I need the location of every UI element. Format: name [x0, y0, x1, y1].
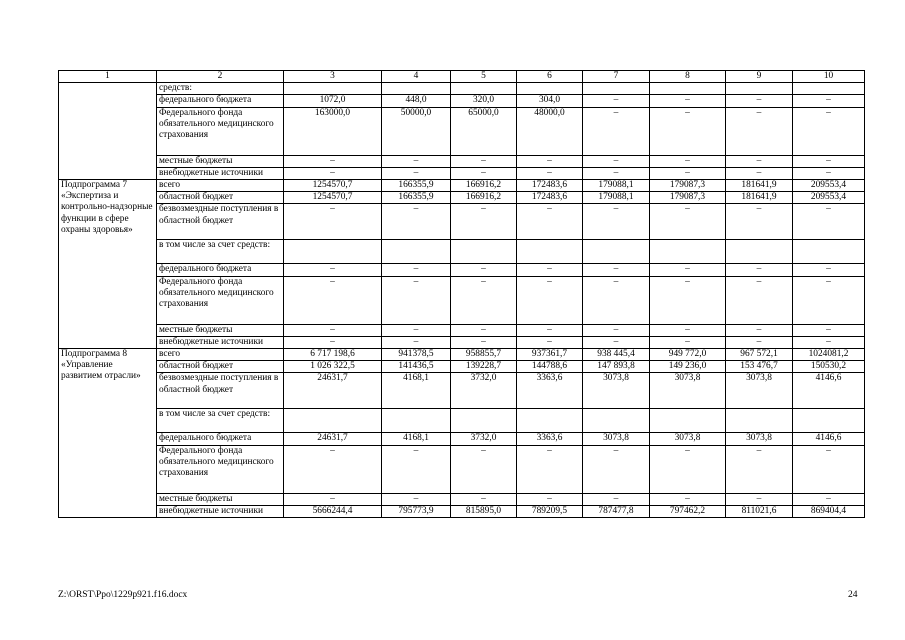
value-cell: –: [726, 204, 793, 240]
value-cell: –: [517, 276, 583, 324]
value-cell: 3073,8: [583, 433, 650, 445]
value-cell: –: [284, 336, 382, 348]
table-row: [59, 204, 865, 240]
row-label: федерального бюджета: [157, 264, 284, 276]
value-cell: –: [517, 324, 583, 336]
value-cell: 787477,8: [583, 505, 650, 517]
value-cell: [451, 83, 517, 95]
header-cell: 8: [650, 71, 726, 83]
value-cell: –: [382, 324, 451, 336]
value-cell: –: [726, 493, 793, 505]
value-cell: –: [517, 493, 583, 505]
value-cell: –: [793, 264, 865, 276]
table-row: [59, 349, 865, 361]
value-cell: –: [793, 445, 865, 493]
value-cell: 144788,6: [517, 361, 583, 373]
value-cell: –: [382, 264, 451, 276]
value-cell: –: [583, 445, 650, 493]
value-cell: 3073,8: [726, 373, 793, 409]
value-cell: –: [793, 324, 865, 336]
value-cell: –: [650, 336, 726, 348]
value-cell: 24631,7: [284, 373, 382, 409]
value-cell: –: [793, 167, 865, 179]
value-cell: 3363,6: [517, 373, 583, 409]
row-label: внебюджетные источники: [157, 336, 284, 348]
value-cell: 1 026 322,5: [284, 361, 382, 373]
value-cell: 48000,0: [517, 107, 583, 155]
header-cell: 1: [59, 71, 157, 83]
row-label: внебюджетные источники: [157, 167, 284, 179]
value-cell: [517, 83, 583, 95]
row-label: Федерального фонда обязательного медицинского страхования: [157, 276, 284, 324]
value-cell: –: [284, 324, 382, 336]
value-cell: 3073,8: [726, 433, 793, 445]
value-cell: [517, 240, 583, 264]
value-cell: [382, 240, 451, 264]
value-cell: [382, 409, 451, 433]
value-cell: –: [793, 95, 865, 107]
value-cell: –: [382, 155, 451, 167]
value-cell: 3363,6: [517, 433, 583, 445]
page-number: 24: [848, 590, 858, 600]
header-cell: 5: [451, 71, 517, 83]
value-cell: –: [517, 336, 583, 348]
subprogram-cell: [59, 83, 157, 180]
table-body: [59, 83, 865, 518]
value-cell: 4168,1: [382, 433, 451, 445]
value-cell: –: [726, 264, 793, 276]
table-row: [59, 409, 865, 433]
value-cell: –: [726, 336, 793, 348]
value-cell: 209553,4: [793, 192, 865, 204]
value-cell: –: [650, 107, 726, 155]
value-cell: –: [726, 167, 793, 179]
value-cell: 869404,4: [793, 505, 865, 517]
value-cell: –: [650, 493, 726, 505]
value-cell: –: [451, 204, 517, 240]
value-cell: 179088,1: [583, 180, 650, 192]
table-row: [59, 95, 865, 107]
value-cell: –: [726, 107, 793, 155]
subprogram-cell: Подпрограмма 8 «Управление развитием отрасли»: [59, 349, 157, 518]
value-cell: 149 236,0: [650, 361, 726, 373]
value-cell: 448,0: [382, 95, 451, 107]
value-cell: –: [284, 204, 382, 240]
value-cell: 1254570,7: [284, 192, 382, 204]
value-cell: –: [650, 276, 726, 324]
value-cell: –: [726, 276, 793, 324]
value-cell: 209553,4: [793, 180, 865, 192]
value-cell: 4168,1: [382, 373, 451, 409]
value-cell: –: [583, 336, 650, 348]
table-row: [59, 276, 865, 324]
value-cell: –: [583, 95, 650, 107]
table-row: [59, 264, 865, 276]
value-cell: 181641,9: [726, 180, 793, 192]
value-cell: [793, 409, 865, 433]
value-cell: 797462,2: [650, 505, 726, 517]
value-cell: –: [793, 336, 865, 348]
value-cell: –: [793, 493, 865, 505]
value-cell: 179088,1: [583, 192, 650, 204]
row-label: местные бюджеты: [157, 493, 284, 505]
table-row: [59, 493, 865, 505]
value-cell: –: [793, 107, 865, 155]
value-cell: 811021,6: [726, 505, 793, 517]
value-cell: –: [726, 155, 793, 167]
value-cell: 304,0: [517, 95, 583, 107]
value-cell: 139228,7: [451, 361, 517, 373]
row-label: областной бюджет: [157, 192, 284, 204]
value-cell: –: [517, 264, 583, 276]
value-cell: –: [583, 155, 650, 167]
value-cell: –: [451, 493, 517, 505]
header-cell: 4: [382, 71, 451, 83]
table-row: [59, 324, 865, 336]
value-cell: 3073,8: [650, 373, 726, 409]
value-cell: –: [583, 204, 650, 240]
table-header: [59, 71, 865, 83]
value-cell: –: [517, 167, 583, 179]
value-cell: [517, 409, 583, 433]
row-label: средств:: [157, 83, 284, 95]
value-cell: 949 772,0: [650, 349, 726, 361]
value-cell: [650, 240, 726, 264]
value-cell: [583, 409, 650, 433]
value-cell: [451, 409, 517, 433]
value-cell: [583, 240, 650, 264]
header-row: [59, 71, 865, 83]
value-cell: –: [451, 264, 517, 276]
row-label: федерального бюджета: [157, 433, 284, 445]
value-cell: –: [650, 324, 726, 336]
row-label: местные бюджеты: [157, 324, 284, 336]
value-cell: –: [583, 167, 650, 179]
row-label: в том числе за счет средств:: [157, 240, 284, 264]
value-cell: 1072,0: [284, 95, 382, 107]
value-cell: [793, 240, 865, 264]
value-cell: –: [726, 445, 793, 493]
value-cell: –: [726, 324, 793, 336]
row-label: всего: [157, 180, 284, 192]
value-cell: –: [451, 167, 517, 179]
value-cell: –: [284, 167, 382, 179]
value-cell: –: [726, 95, 793, 107]
value-cell: –: [583, 276, 650, 324]
header-cell: 10: [793, 71, 865, 83]
value-cell: –: [382, 276, 451, 324]
value-cell: 938 445,4: [583, 349, 650, 361]
value-cell: –: [284, 155, 382, 167]
value-cell: [284, 83, 382, 95]
value-cell: [451, 240, 517, 264]
budget-table: [58, 70, 865, 518]
value-cell: –: [284, 264, 382, 276]
value-cell: 1024081,2: [793, 349, 865, 361]
value-cell: 1254570,7: [284, 180, 382, 192]
table-row: [59, 192, 865, 204]
value-cell: 166355,9: [382, 180, 451, 192]
value-cell: –: [583, 493, 650, 505]
value-cell: [650, 83, 726, 95]
row-label: безвозмездные поступления в областной бюджет: [157, 204, 284, 240]
value-cell: –: [284, 445, 382, 493]
table-row: [59, 107, 865, 155]
value-cell: 5666244,4: [284, 505, 382, 517]
value-cell: 172483,6: [517, 192, 583, 204]
value-cell: –: [382, 204, 451, 240]
value-cell: –: [650, 155, 726, 167]
table-row: [59, 167, 865, 179]
value-cell: –: [382, 167, 451, 179]
value-cell: –: [583, 264, 650, 276]
footer-file-path: Z:\ORST\Ppo\1229p921.f16.docx: [58, 590, 188, 600]
row-label: Федерального фонда обязательного медицинского страхования: [157, 445, 284, 493]
value-cell: 172483,6: [517, 180, 583, 192]
value-cell: [793, 83, 865, 95]
table-row: [59, 361, 865, 373]
value-cell: [382, 83, 451, 95]
value-cell: 166916,2: [451, 180, 517, 192]
row-label: федерального бюджета: [157, 95, 284, 107]
row-label: в том числе за счет средств:: [157, 409, 284, 433]
value-cell: 795773,9: [382, 505, 451, 517]
table-row: [59, 505, 865, 517]
table-row: [59, 445, 865, 493]
value-cell: 179087,3: [650, 192, 726, 204]
value-cell: –: [650, 167, 726, 179]
value-cell: –: [451, 445, 517, 493]
table-row: [59, 155, 865, 167]
value-cell: 181641,9: [726, 192, 793, 204]
value-cell: [726, 83, 793, 95]
value-cell: 941378,5: [382, 349, 451, 361]
header-cell: 9: [726, 71, 793, 83]
value-cell: –: [517, 204, 583, 240]
value-cell: [726, 409, 793, 433]
value-cell: 4146,6: [793, 373, 865, 409]
value-cell: –: [583, 324, 650, 336]
value-cell: –: [793, 276, 865, 324]
value-cell: –: [382, 493, 451, 505]
value-cell: 150530,2: [793, 361, 865, 373]
value-cell: –: [382, 336, 451, 348]
value-cell: –: [793, 155, 865, 167]
row-label: всего: [157, 349, 284, 361]
table-row: [59, 240, 865, 264]
value-cell: –: [650, 95, 726, 107]
value-cell: 166916,2: [451, 192, 517, 204]
subprogram-cell: Подпрограмма 7 «Экспертиза и контрольно-надзорные функции в сфере охраны здоровья»: [59, 180, 157, 349]
value-cell: –: [284, 493, 382, 505]
value-cell: –: [650, 204, 726, 240]
value-cell: –: [517, 445, 583, 493]
value-cell: 789209,5: [517, 505, 583, 517]
row-label: внебюджетные источники: [157, 505, 284, 517]
value-cell: 163000,0: [284, 107, 382, 155]
value-cell: 166355,9: [382, 192, 451, 204]
value-cell: 3732,0: [451, 373, 517, 409]
value-cell: 937361,7: [517, 349, 583, 361]
value-cell: 141436,5: [382, 361, 451, 373]
value-cell: –: [451, 155, 517, 167]
value-cell: [284, 409, 382, 433]
value-cell: –: [793, 204, 865, 240]
value-cell: 958855,7: [451, 349, 517, 361]
table-row: [59, 83, 865, 95]
header-cell: 2: [157, 71, 284, 83]
value-cell: [583, 83, 650, 95]
table-row: [59, 336, 865, 348]
value-cell: 815895,0: [451, 505, 517, 517]
value-cell: –: [451, 324, 517, 336]
header-cell: 3: [284, 71, 382, 83]
row-label: безвозмездные поступления в областной бюджет: [157, 373, 284, 409]
value-cell: 50000,0: [382, 107, 451, 155]
header-cell: 7: [583, 71, 650, 83]
value-cell: 6 717 198,6: [284, 349, 382, 361]
value-cell: 3073,8: [583, 373, 650, 409]
table-row: [59, 180, 865, 192]
value-cell: 153 476,7: [726, 361, 793, 373]
value-cell: –: [451, 336, 517, 348]
value-cell: 3073,8: [650, 433, 726, 445]
value-cell: 24631,7: [284, 433, 382, 445]
table-row: [59, 373, 865, 409]
value-cell: 320,0: [451, 95, 517, 107]
value-cell: –: [650, 264, 726, 276]
table-row: [59, 433, 865, 445]
value-cell: 4146,6: [793, 433, 865, 445]
value-cell: –: [517, 155, 583, 167]
value-cell: 65000,0: [451, 107, 517, 155]
value-cell: [650, 409, 726, 433]
row-label: областной бюджет: [157, 361, 284, 373]
value-cell: –: [382, 445, 451, 493]
value-cell: 967 572,1: [726, 349, 793, 361]
value-cell: [284, 240, 382, 264]
value-cell: –: [451, 276, 517, 324]
value-cell: 179087,3: [650, 180, 726, 192]
value-cell: –: [650, 445, 726, 493]
header-cell: 6: [517, 71, 583, 83]
value-cell: –: [583, 107, 650, 155]
row-label: местные бюджеты: [157, 155, 284, 167]
row-label: Федерального фонда обязательного медицинского страхования: [157, 107, 284, 155]
value-cell: [726, 240, 793, 264]
value-cell: 3732,0: [451, 433, 517, 445]
value-cell: –: [284, 276, 382, 324]
value-cell: 147 893,8: [583, 361, 650, 373]
